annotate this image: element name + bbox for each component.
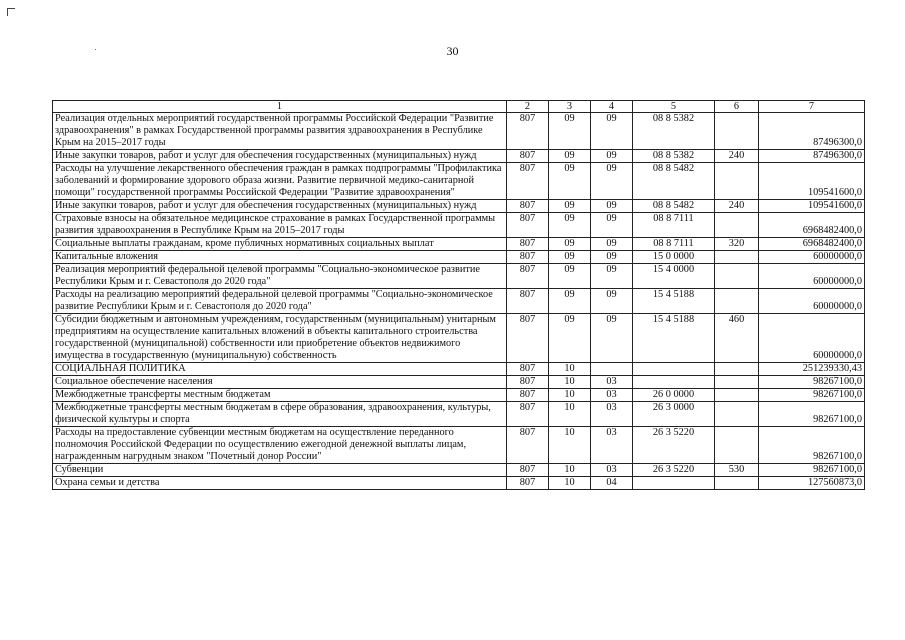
admin-code-cell: 807 xyxy=(507,264,549,289)
table-row xyxy=(53,289,865,314)
target-article-cell: 15 4 5188 xyxy=(633,289,715,314)
expense-type-cell: 530 xyxy=(715,464,759,477)
description-cell: Межбюджетные трансферты местным бюджетам в сфере образования, здравоохранения, культуры, физической культуры и спорта xyxy=(53,402,507,427)
section-cell: 10 xyxy=(549,464,591,477)
admin-code-cell: 807 xyxy=(507,163,549,200)
expense-type-cell xyxy=(715,376,759,389)
description-cell: Расходы на предоставление субвенции местным бюджетам на осуществление переданного полномочия Российской Федерации по осуществлению ежегодной денежной выплаты лицам, награжденным нагрудным знаком "Почетный донор России" xyxy=(53,427,507,464)
section-cell: 10 xyxy=(549,376,591,389)
description-cell: Страховые взносы на обязательное медицинское страхование в рамках Государственной программы развития здравоохранения в Республике Крым на 2015–2017 годы xyxy=(53,213,507,238)
table-row xyxy=(53,363,865,376)
description-cell: Социальное обеспечение населения xyxy=(53,376,507,389)
target-article-cell: 08 8 5482 xyxy=(633,163,715,200)
expense-type-cell: 460 xyxy=(715,314,759,363)
expense-type-cell xyxy=(715,163,759,200)
table-row xyxy=(53,113,865,150)
description-cell: Межбюджетные трансферты местным бюджетам xyxy=(53,389,507,402)
admin-code-cell: 807 xyxy=(507,289,549,314)
target-article-cell: 15 0 0000 xyxy=(633,251,715,264)
amount-cell: 6968482400,0 xyxy=(759,238,865,251)
admin-code-cell: 807 xyxy=(507,113,549,150)
target-article-cell: 08 8 5382 xyxy=(633,150,715,163)
subsection-cell: 09 xyxy=(591,163,633,200)
header-cell: 6 xyxy=(715,101,759,113)
table-row xyxy=(53,163,865,200)
target-article-cell: 26 3 0000 xyxy=(633,402,715,427)
section-cell: 09 xyxy=(549,289,591,314)
section-cell: 10 xyxy=(549,477,591,490)
header-cell: 3 xyxy=(549,101,591,113)
subsection-cell: 04 xyxy=(591,477,633,490)
table-row xyxy=(53,200,865,213)
expense-type-cell xyxy=(715,389,759,402)
header-cell: 4 xyxy=(591,101,633,113)
amount-cell: 87496300,0 xyxy=(759,150,865,163)
expense-type-cell: 320 xyxy=(715,238,759,251)
admin-code-cell: 807 xyxy=(507,389,549,402)
subsection-cell: 03 xyxy=(591,402,633,427)
description-cell: Расходы на реализацию мероприятий федеральной целевой программы "Социально-экономическое развитие Республики Крым и г. Севастополя до 2020 года" xyxy=(53,289,507,314)
budget-table xyxy=(52,100,865,490)
table-row xyxy=(53,376,865,389)
amount-cell: 87496300,0 xyxy=(759,113,865,150)
amount-cell: 60000000,0 xyxy=(759,314,865,363)
table-row xyxy=(53,402,865,427)
table-row xyxy=(53,150,865,163)
description-cell: Реализация отдельных мероприятий государственной программы Российской Федерации "Развитие здравоохранения" в рамках Государственной программы развития здравоохранения в Республике Крым на 2015–2017 годы xyxy=(53,113,507,150)
table-row xyxy=(53,464,865,477)
section-cell: 09 xyxy=(549,314,591,363)
target-article-cell: 08 8 7111 xyxy=(633,213,715,238)
admin-code-cell: 807 xyxy=(507,402,549,427)
subsection-cell: 09 xyxy=(591,238,633,251)
subsection-cell: 09 xyxy=(591,150,633,163)
section-cell: 09 xyxy=(549,251,591,264)
description-cell: Расходы на улучшение лекарственного обеспечения граждан в рамках подпрограммы "Профилактика заболеваний и формирование здорового образа жизни. Развитие первичной медико-санитарной помощи" государственной программы Российской Федерации "Развитие здравоохранения" xyxy=(53,163,507,200)
subsection-cell: 09 xyxy=(591,213,633,238)
expense-type-cell xyxy=(715,363,759,376)
description-cell: Иные закупки товаров, работ и услуг для обеспечения государственных (муниципальных) нужд xyxy=(53,150,507,163)
header-cell: 2 xyxy=(507,101,549,113)
description-cell: Охрана семьи и детства xyxy=(53,477,507,490)
table-row xyxy=(53,314,865,363)
target-article-cell: 08 8 5382 xyxy=(633,113,715,150)
admin-code-cell: 807 xyxy=(507,464,549,477)
amount-cell: 60000000,0 xyxy=(759,251,865,264)
target-article-cell: 26 0 0000 xyxy=(633,389,715,402)
target-article-cell xyxy=(633,376,715,389)
section-cell: 10 xyxy=(549,402,591,427)
target-article-cell xyxy=(633,477,715,490)
expense-type-cell xyxy=(715,251,759,264)
section-cell: 10 xyxy=(549,389,591,402)
expense-type-cell: 240 xyxy=(715,150,759,163)
section-cell: 09 xyxy=(549,113,591,150)
expense-type-cell xyxy=(715,113,759,150)
subsection-cell: 09 xyxy=(591,264,633,289)
amount-cell: 109541600,0 xyxy=(759,200,865,213)
admin-code-cell: 807 xyxy=(507,200,549,213)
admin-code-cell: 807 xyxy=(507,314,549,363)
description-cell: Реализация мероприятий федеральной целевой программы "Социально-экономическое развитие Республики Крым и г. Севастополя до 2020 года" xyxy=(53,264,507,289)
subsection-cell xyxy=(591,363,633,376)
admin-code-cell: 807 xyxy=(507,150,549,163)
target-article-cell: 08 8 7111 xyxy=(633,238,715,251)
table-row xyxy=(53,477,865,490)
expense-type-cell xyxy=(715,213,759,238)
table-row xyxy=(53,238,865,251)
target-article-cell: 26 3 5220 xyxy=(633,464,715,477)
description-cell: СОЦИАЛЬНАЯ ПОЛИТИКА xyxy=(53,363,507,376)
section-cell: 09 xyxy=(549,150,591,163)
table-row xyxy=(53,251,865,264)
expense-type-cell: 240 xyxy=(715,200,759,213)
expense-type-cell xyxy=(715,402,759,427)
expense-type-cell xyxy=(715,289,759,314)
section-cell: 09 xyxy=(549,213,591,238)
subsection-cell: 03 xyxy=(591,464,633,477)
admin-code-cell: 807 xyxy=(507,251,549,264)
header-cell: 1 xyxy=(53,101,507,113)
amount-cell: 60000000,0 xyxy=(759,264,865,289)
section-cell: 09 xyxy=(549,200,591,213)
subsection-cell: 03 xyxy=(591,427,633,464)
header-row xyxy=(53,101,865,113)
description-cell: Капитальные вложения xyxy=(53,251,507,264)
admin-code-cell: 807 xyxy=(507,238,549,251)
target-article-cell: 15 4 0000 xyxy=(633,264,715,289)
expense-type-cell xyxy=(715,427,759,464)
table-row xyxy=(53,389,865,402)
admin-code-cell: 807 xyxy=(507,213,549,238)
table-row xyxy=(53,427,865,464)
target-article-cell xyxy=(633,363,715,376)
amount-cell: 98267100,0 xyxy=(759,389,865,402)
admin-code-cell: 807 xyxy=(507,376,549,389)
subsection-cell: 03 xyxy=(591,389,633,402)
description-cell: Социальные выплаты гражданам, кроме публичных нормативных социальных выплат xyxy=(53,238,507,251)
expense-type-cell xyxy=(715,477,759,490)
amount-cell: 6968482400,0 xyxy=(759,213,865,238)
header-cell: 7 xyxy=(759,101,865,113)
amount-cell: 98267100,0 xyxy=(759,376,865,389)
section-cell: 09 xyxy=(549,163,591,200)
subsection-cell: 09 xyxy=(591,113,633,150)
subsection-cell: 03 xyxy=(591,376,633,389)
admin-code-cell: 807 xyxy=(507,363,549,376)
page-number: 30 xyxy=(446,44,459,58)
description-cell: Субсидии бюджетным и автономным учреждениям, государственным (муниципальным) унитарным предприятиям на осуществление капитальных вложений в объекты капитального строительства государственной (муниципальной) собственности или приобретение объектов недвижимого имущества в государственную (муниципальную) собственность xyxy=(53,314,507,363)
expense-type-cell xyxy=(715,264,759,289)
table-row xyxy=(53,264,865,289)
admin-code-cell: 807 xyxy=(507,477,549,490)
table-body xyxy=(53,101,865,490)
target-article-cell: 15 4 5188 xyxy=(633,314,715,363)
amount-cell: 109541600,0 xyxy=(759,163,865,200)
section-cell: 10 xyxy=(549,427,591,464)
section-cell: 09 xyxy=(549,238,591,251)
subsection-cell: 09 xyxy=(591,251,633,264)
scan-corner-mark xyxy=(7,8,15,16)
table-row xyxy=(53,213,865,238)
description-cell: Субвенции xyxy=(53,464,507,477)
amount-cell: 98267100,0 xyxy=(759,427,865,464)
subsection-cell: 09 xyxy=(591,314,633,363)
target-article-cell: 08 8 5482 xyxy=(633,200,715,213)
section-cell: 10 xyxy=(549,363,591,376)
subsection-cell: 09 xyxy=(591,200,633,213)
target-article-cell: 26 3 5220 xyxy=(633,427,715,464)
amount-cell: 60000000,0 xyxy=(759,289,865,314)
admin-code-cell: 807 xyxy=(507,427,549,464)
amount-cell: 251239330,43 xyxy=(759,363,865,376)
amount-cell: 127560873,0 xyxy=(759,477,865,490)
section-cell: 09 xyxy=(549,264,591,289)
amount-cell: 98267100,0 xyxy=(759,464,865,477)
header-cell: 5 xyxy=(633,101,715,113)
subsection-cell: 09 xyxy=(591,289,633,314)
amount-cell: 98267100,0 xyxy=(759,402,865,427)
description-cell: Иные закупки товаров, работ и услуг для обеспечения государственных (муниципальных) нужд xyxy=(53,200,507,213)
